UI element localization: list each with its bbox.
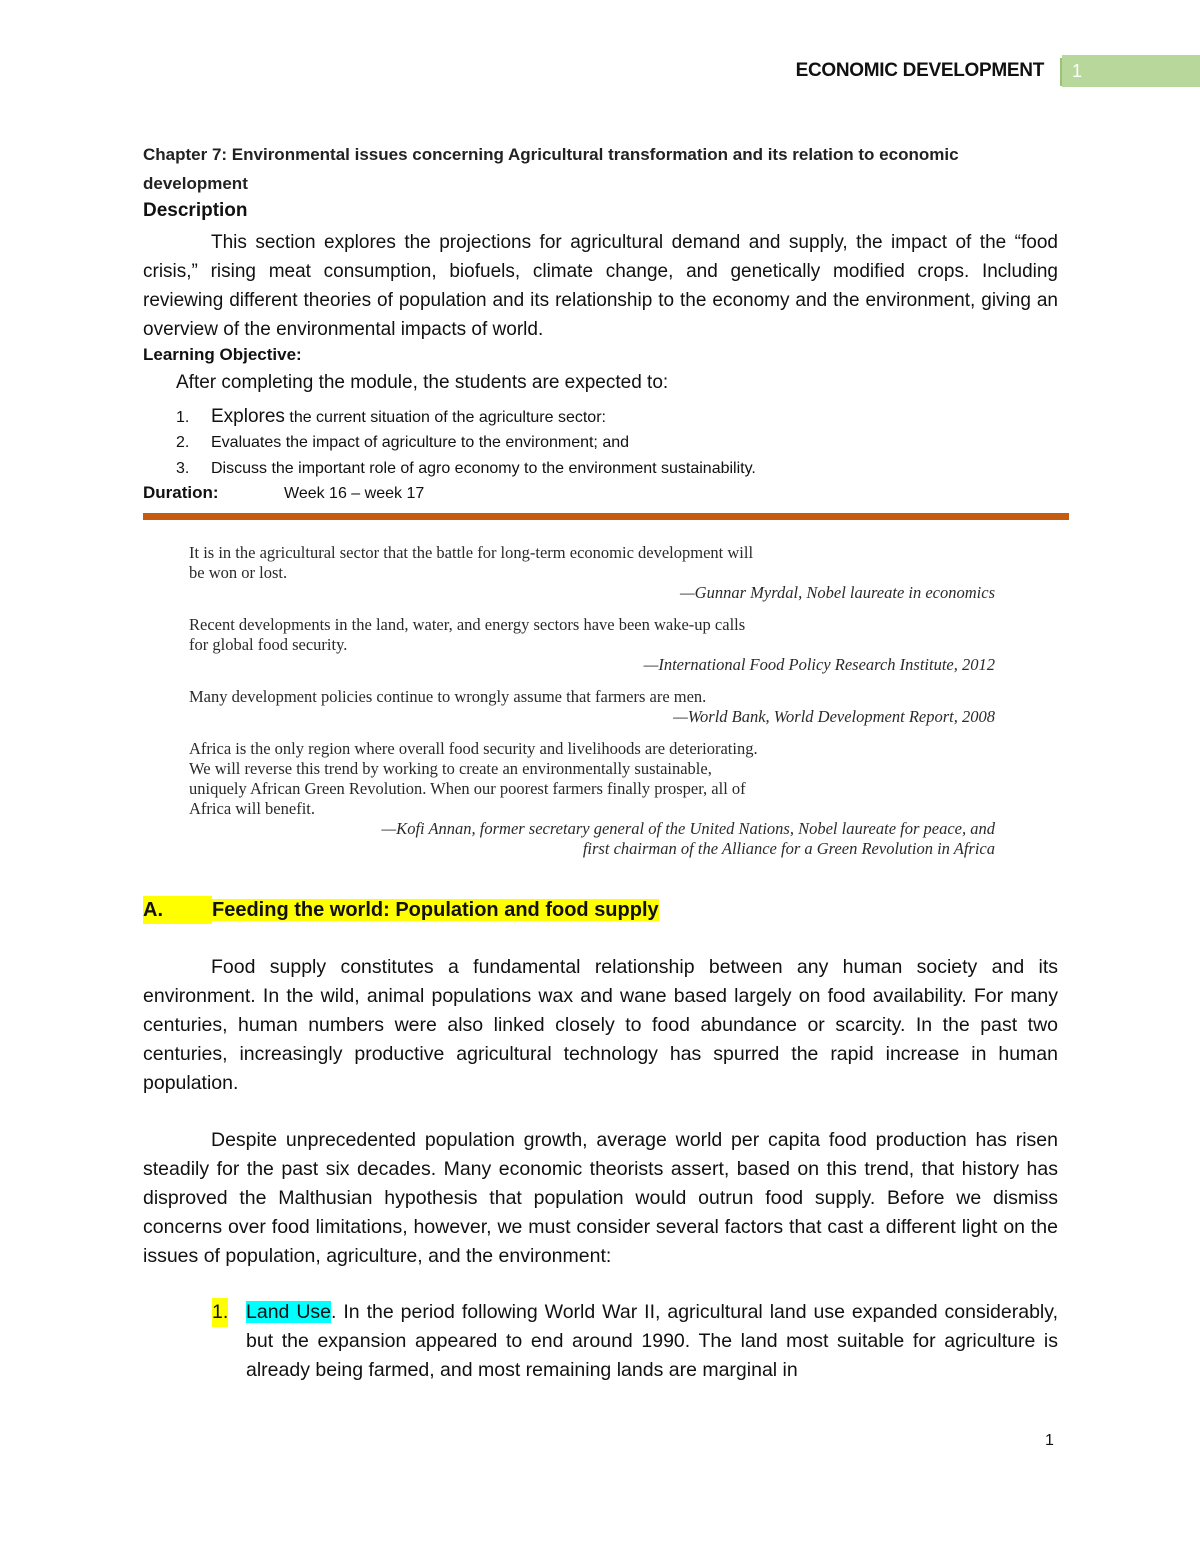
section-divider xyxy=(143,513,1069,520)
item-term: Land Use xyxy=(246,1301,332,1323)
quote-line: Many development policies continue to wrongly assume that farmers are men. xyxy=(189,687,707,706)
quote-line: Recent developments in the land, water, and energy sectors have been wake-up calls xyxy=(189,615,746,634)
learning-objective-heading: Learning Objective: xyxy=(143,345,302,364)
item-number: 1. xyxy=(212,1298,228,1327)
quote-line: Africa will benefit. xyxy=(189,799,315,818)
duration-label: Duration: xyxy=(143,483,219,502)
header-title: ECONOMIC DEVELOPMENT xyxy=(795,60,1044,81)
page-number: 1 xyxy=(1045,1432,1054,1449)
quote-line: We will reverse this trend by working to create an environmentally sustainable, xyxy=(189,759,712,778)
paragraph: Food supply constitutes a fundamental relationship between any human society and its environment. In the wild, animal populations wax and wane based largely on food availability. For many centuries, human numbers were also linked closely to food abundance or scarcity. In the past two centuries, increasingly productive agricultural technology has spurred the rapid increase in human population. xyxy=(143,956,1058,1094)
quote-attribution: —Kofi Annan, former secretary general of the United Nations, Nobel laureate for peace, and xyxy=(381,819,995,838)
section-letter: A. xyxy=(143,896,212,924)
quote-attribution: first chairman of the Alliance for a Green Revolution in Africa xyxy=(582,839,995,858)
list-item-number: 2. xyxy=(176,434,190,451)
quote-line: be won or lost. xyxy=(189,563,288,582)
section-title: Feeding the world: Population and food supply xyxy=(212,899,659,921)
list-item xyxy=(176,404,756,430)
quote-attribution: —Gunnar Myrdal, Nobel laureate in economics xyxy=(680,583,995,602)
description-heading: Description xyxy=(143,200,248,221)
list-item-text: Discuss the important role of agro economy to the environment sustainability. xyxy=(211,460,756,477)
description-text: This section explores the projections for agricultural demand and supply, the impact of the “food crisis,” rising meat consumption, biofuels, climate change, and genetically modified crops. Including reviewing different theories of population and its relationship to the economy and the environment, giving an overview of the environmental impacts of world. xyxy=(143,232,1058,340)
list-item xyxy=(176,456,756,482)
quote-line: uniquely African Green Revolution. When our poorest farmers finally prosper, all of xyxy=(189,779,746,798)
numbered-item xyxy=(212,1298,1058,1385)
paragraph: Despite unprecedented population growth, average world per capita food production has risen steadily for the past six decades. Many economic theorists assert, based on this trend, that history has disproved the Malthusian hypothesis that population would outrun food supply. Before we dismiss concerns over food limitations, however, we must consider several factors that cast a different light on the issues of population, agriculture, and the environment: xyxy=(143,1129,1058,1267)
list-item xyxy=(176,430,756,456)
objectives-list xyxy=(176,404,756,482)
header-page-box: 1 xyxy=(1062,55,1200,87)
quote xyxy=(189,687,995,727)
list-item-number: 1. xyxy=(176,409,190,426)
list-item-lead: Explores xyxy=(211,406,285,427)
quote xyxy=(189,615,995,675)
quote-attribution: —World Bank, World Development Report, 2008 xyxy=(673,707,995,726)
duration-value: Week 16 – week 17 xyxy=(284,485,425,502)
section-a-heading xyxy=(143,896,659,924)
list-item-number: 3. xyxy=(176,460,190,477)
quote xyxy=(189,739,995,859)
quote-attribution: —International Food Policy Research Institute, 2012 xyxy=(643,655,995,674)
quote-line: It is in the agricultural sector that the battle for long-term economic development will xyxy=(189,543,754,562)
chapter-title: Chapter 7: Environmental issues concerning Agricultural transformation and its relation to economic development xyxy=(143,145,959,193)
quote-line: for global food security. xyxy=(189,635,348,654)
quote xyxy=(189,543,995,603)
learning-objective-intro: After completing the module, the students are expected to: xyxy=(176,372,669,393)
item-text xyxy=(246,1298,1058,1385)
quote-line: Africa is the only region where overall food security and livelihoods are deteriorating. xyxy=(189,739,758,758)
list-item-text: the current situation of the agriculture sector: xyxy=(284,409,606,426)
item-body: . In the period following World War II, agricultural land use expanded considerably, but the expansion appeared to end around 1990. The land most suitable for agriculture is already being farmed, and most remaining lands are marginal in xyxy=(246,1301,1058,1381)
quotes-block xyxy=(189,543,995,859)
list-item-text: Evaluates the impact of agriculture to the environment; and xyxy=(211,434,630,451)
